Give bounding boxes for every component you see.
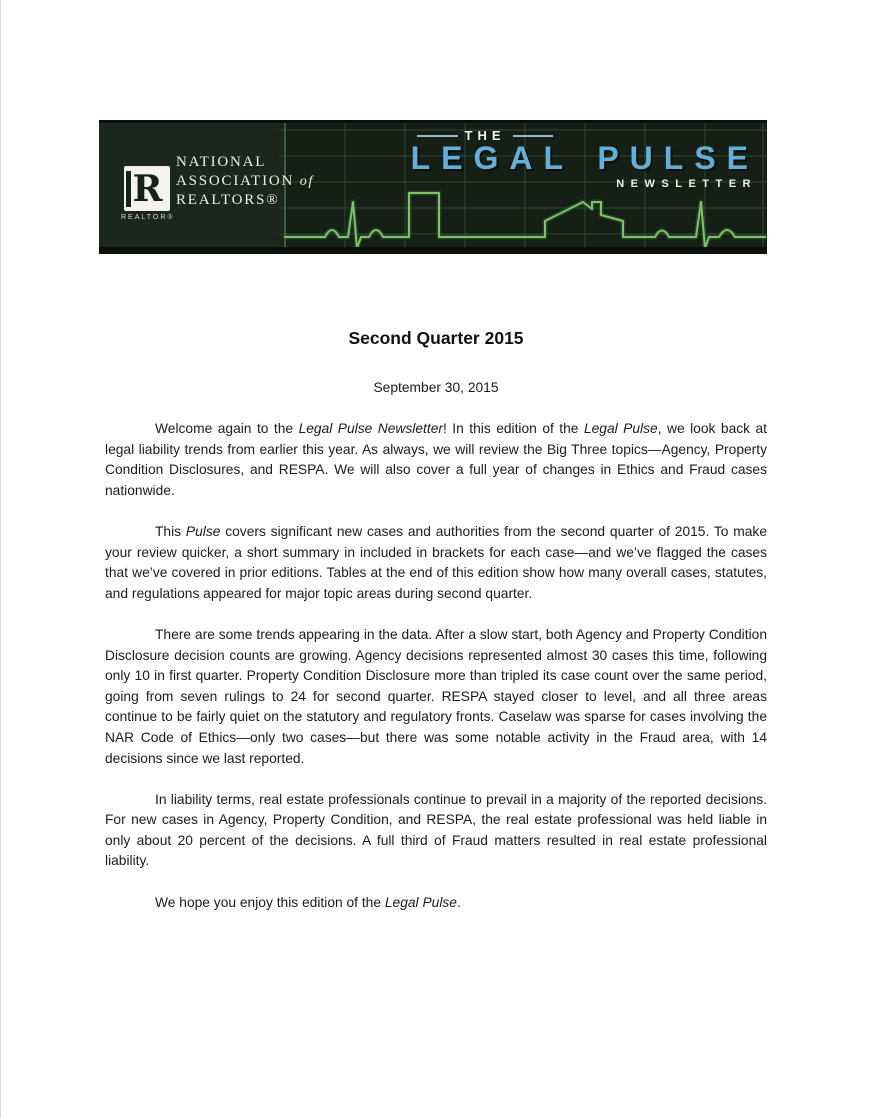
org-line-2: ASSOCIATION of (176, 173, 315, 189)
nar-org-name (176, 153, 314, 210)
paragraph-closing: We hope you enjoy this edition of the Legal Pulse. (155, 894, 461, 910)
left-dash-rule (417, 135, 458, 137)
paragraph-coverage: This Pulse covers significant new cases and authorities from the second quarter of 2015. To make your review quicker, a short summary in included in brackets for each case—and we’ve flagged the cases that we’ve covered in prior editions. Tables at the end of this edition show how many overall cases, statutes, and regulations appeared for major topic areas during second quarter. (105, 523, 767, 601)
paragraph-trends: There are some trends appearing in the data. After a slow start, both Agency and Property Condition Disclosure decision counts are growing. Agency decisions represented almost 30 cases this time, following only 10 in first quarter. Property Condition Disclosure more than tripled its case count over the same period, going from seven rulings to 24 for second quarter. RESPA stayed closer to level, and all three areas continue to be fairly quiet on the statutory and regulatory fronts. Caselaw was sparse for cases involving the NAR Code of Ethics—only two cases—but there was some notable activity in the Fraud area, with 14 decisions since we last reported. (105, 626, 767, 766)
document-content (105, 327, 767, 934)
banner-the-label: THE (464, 128, 506, 143)
newsletter-banner (99, 120, 767, 254)
org-line-3: REALTORS® (176, 192, 280, 208)
paragraph-liability: In liability terms, real estate professionals continue to prevail in a majority of the reported decisions. For new cases in Agency, Property Condition, and RESPA, the real estate professional was held liable in only about 20 percent of the decisions. A full third of Fraud matters resulted in real estate professional liability. (105, 791, 767, 869)
realtor-label: REALTOR® (121, 214, 175, 221)
banner-subtitle: NEWSLETTER (616, 178, 757, 190)
paragraph-welcome: Welcome again to the Legal Pulse Newsletter! In this edition of the Legal Pulse, we look back at legal liability trends from earlier this year. As always, we will review the Big Three topics—Agency, Property Condition Disclosures, and RESPA. We will also cover a full year of changes in Ethics and Fraud cases nationwide. (105, 421, 768, 498)
right-dash-rule (513, 135, 554, 137)
org-line-1: NATIONAL (176, 154, 267, 170)
realtor-r-icon (124, 166, 170, 211)
document-body (105, 419, 767, 913)
banner-title: LEGAL PULSE (410, 140, 759, 176)
realtor-r-letter: R (126, 171, 163, 207)
page-title: Second Quarter 2015 (348, 328, 524, 348)
document-date: September 30, 2015 (373, 380, 499, 395)
nar-logo (121, 166, 173, 221)
